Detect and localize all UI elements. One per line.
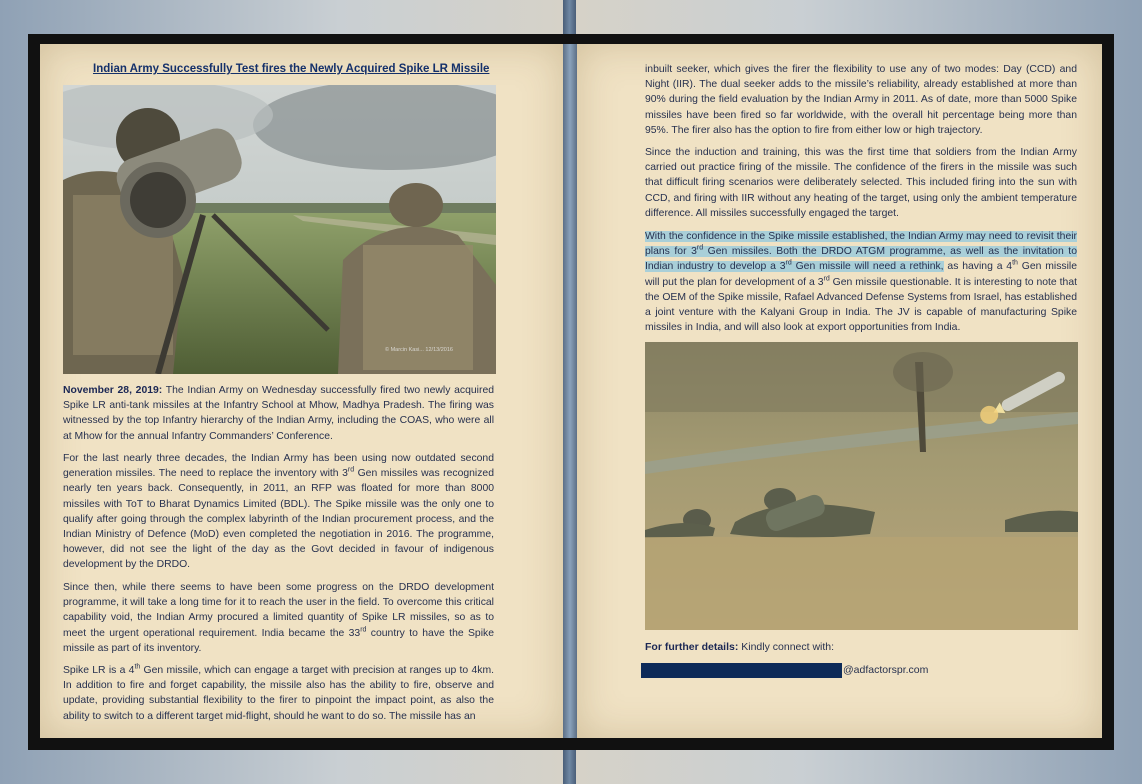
- paragraph-5: inbuilt seeker, which gives the firer the flexibility to use any of two modes: Day (CCD) and Night (IIR). The dual seeker adds to the missile’s reliability, already established at more than 90% during the field evaluation by the Indian Army in 2011. As of date, more than 5000 Spike missiles have been fired so far worldwide, with the overall hit percentage being more than 95%. The firer also has the option to fire from either low or high trajectory.: [645, 64, 1077, 136]
- paragraph-1: November 28, 2019: The Indian Army on Wednesday successfully fired two newly acquired Spike LR anti-tank missiles at the Infantry School at Mhow, Madhya Pradesh. The firing was witnessed by the top Infantry hierarchy of the Indian Army, including the COAS, who were all at Mhow for the annual Infantry Commanders’ Conference.: [63, 385, 494, 442]
- highlighted-text: With the confidence in the Spike missile established, the Indian Army may need to revisit their plans for 3rd Gen missiles. Both the DRDO ATGM programme, as well as the invitation to Indian industry to develop a 3rd Gen missile will need a rethink,: [645, 231, 1077, 273]
- soldiers-launcher-photo: [63, 85, 496, 374]
- further-details: For further details: Kindly connect with:: [645, 641, 835, 653]
- paragraph-2: For the last nearly three decades, the Indian Army has been using now outdated second generation missiles. The need to replace the inventory with 3rd Gen missiles was recognized nearly ten years back. Consequently, in 2011, an RFP was floated for more than 8000 missiles with ToT to Bharat Dynamics Limited (BDL). The Spike missile was the only one to qualify after going through the complex labyrinth of the Indian procurement process, and the Indian Ministry of Defence (MoD) even completed the negotiation in 2016. The programme, however, did not see the light of the day as the Govt decided in favour of indigenous development by the DRDO.: [63, 453, 494, 571]
- paragraph-7: With the confidence in the Spike missile established, the Indian Army may need to revisit their plans for 3rd Gen missiles. Both the DRDO ATGM programme, as well as the invitation to Indian industry to develop a 3rd Gen missile will need a rethink, as having a 4th Gen missile will put the plan for development of a 3rd Gen missile questionable. It is interesting to note that the OEM of the Spike missile, Rafael Advanced Defense Systems from Israel, has established a joint venture with the Kalyani Group in India. The JV is capable of manufacturing Spike missiles in India, and will also look at export opportunities from India.: [645, 231, 1078, 334]
- article-title: Indian Army Successfully Test fires the Newly Acquired Spike LR Missile: [93, 63, 490, 75]
- photo-credit: © Marcin Kasi... 12/13/2016: [385, 347, 453, 353]
- page-gutter: [563, 44, 577, 738]
- further-details-label: For further details:: [645, 641, 739, 653]
- email-domain[interactable]: @adfactorspr.com: [843, 664, 929, 676]
- paragraph-6: Since the induction and training, this was the first time that soldiers from the Indian Army carried out practice firing of the missile. The confidence of the firers in the missile was such that difficult firing scenarios were deliberately selected. This included firing into the sun with CCD, and firing with IIR without any heating of the target, using only the ambient temperature difference. All missiles successfully engaged the target.: [645, 147, 1077, 219]
- paragraph-1-date: November 28, 2019:: [63, 385, 163, 396]
- paragraph-3: Since then, while there seems to have been some progress on the DRDO development programme, it will take a long time for it to reach the user in the field. To overcome this critical capability void, the Indian Army procured a limited quantity of Spike LR missiles, so as to meet the urgent operational requirement. India became the 33rd country to have the Spike missile as part of its inventory.: [63, 582, 494, 654]
- redacted-contact: [641, 663, 842, 678]
- missile-firing-photo: [645, 342, 1078, 630]
- paragraph-4: Spike LR is a 4th Gen missile, which can engage a target with precision at ranges up to 4km. In addition to fire and forget capability, the missile also has the ability to fire, observe and update, providing substantial flexibility to the firer to pinpoint the impact point, as also the ability to switch to a different target mid-flight, should he want to do so. The missile has an: [63, 663, 494, 722]
